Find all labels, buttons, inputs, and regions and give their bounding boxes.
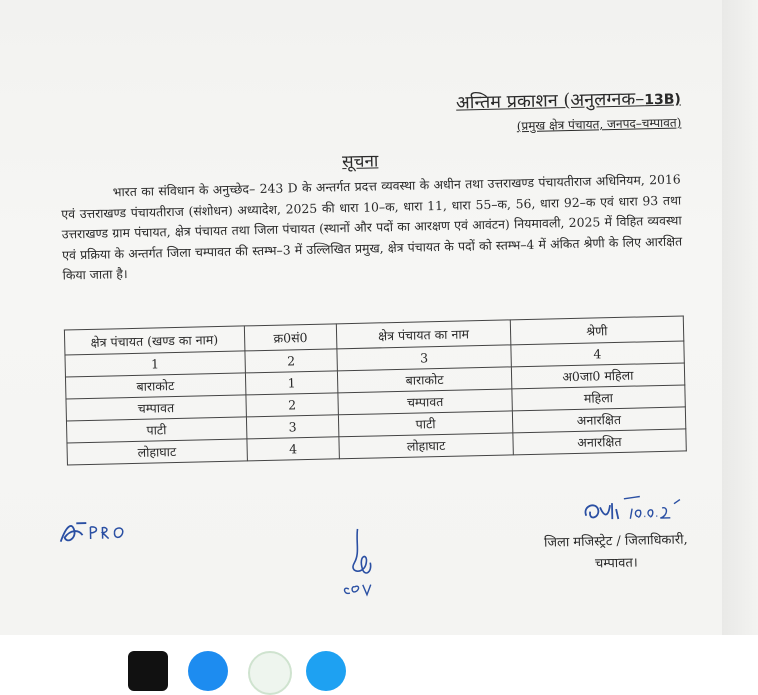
table-cell: अनारक्षित — [513, 429, 687, 455]
reservation-table — [64, 315, 687, 465]
table-cell: पाटी — [339, 411, 513, 437]
final-publication-title: अन्तिम प्रकाशन (अनुलग्नक–13B) — [455, 88, 682, 114]
table-cell: चम्पावत — [66, 395, 246, 421]
table-cell: अ0जा0 महिला — [511, 363, 685, 389]
signatory-block — [521, 529, 712, 577]
signatory-designation: जिला मजिस्ट्रेट / जिलाधिकारी, — [543, 532, 688, 551]
table-cell: 3 — [246, 415, 339, 439]
header-panchayat-name: क्षेत्र पंचायत का नाम — [337, 320, 511, 349]
table-cell: 4 — [246, 437, 339, 461]
table-cell: 2 — [244, 349, 337, 373]
pro-initials-signature — [56, 516, 129, 548]
table-cell: लोहाघाट — [67, 439, 247, 465]
table-cell: बाराकोट — [65, 373, 245, 399]
telegram-share-icon[interactable] — [306, 651, 346, 691]
table-cell: 1 — [65, 351, 245, 377]
paper-shadow-edge — [722, 0, 758, 635]
share-bar — [0, 635, 758, 657]
publication-subtitle: (प्रमुख क्षेत्र पंचायत, जनपद–चम्पावत) — [516, 115, 682, 134]
table-cell: बाराकोट — [338, 367, 512, 393]
table-cell: 3 — [337, 345, 511, 371]
signatory-place: चम्पावत। — [594, 555, 638, 572]
notice-body: भारत का संविधान के अनुच्छेद– 243 D के अन्तर्गत प्रदत्त व्यवस्था के अधीन तथा उत्तराखण्ड पंचायतीराज अधिनियम, 2016 एवं उत्तराखण्ड पंचायतीराज (संशोधन) अध्यादेश, 2025 की धारा 10–क, धारा 11, धारा 55–क, 56, धारा 92–क एवं धारा 93 तथा उत्तराखण्ड ग्राम पंचायत, क्षेत्र पंचायत तथा जिला पंचायत (स्थानों और पदों का आरक्षण एवं आवंटन) नियमावली, 2025 में विहित व्यवस्था एवं प्रक्रिया के अन्तर्गत जिला चम्पावत की स्तम्भ–3 में उल्लिखित प्रमुख, क्षेत्र पंचायत के पदों को स्तम्भ–4 में अंकित श्रेणी के लिए आरक्षित किया जाता है। — [61, 171, 683, 283]
x-share-icon[interactable] — [128, 651, 168, 691]
facebook-share-icon[interactable] — [188, 651, 228, 691]
notice-sheet — [40, 55, 712, 590]
table-cell: 1 — [245, 371, 338, 395]
header-serial: क्र0सं0 — [244, 324, 337, 351]
header-category: श्रेणी — [510, 316, 684, 345]
header-block-name: क्षेत्र पंचायत (खण्ड का नाम) — [64, 326, 244, 355]
table-cell: अनारक्षित — [512, 407, 686, 433]
table-cell: महिला — [512, 385, 686, 411]
table-cell: 2 — [245, 393, 338, 417]
whatsapp-share-icon[interactable] — [248, 651, 292, 695]
table-cell: चम्पावत — [338, 389, 512, 415]
notice-heading: सूचना — [341, 151, 379, 173]
district-magistrate-signature — [580, 493, 691, 529]
table-cell: लोहाघाट — [339, 433, 513, 459]
cdo-initials-signature — [335, 522, 397, 603]
table-cell: पाटी — [66, 417, 246, 443]
table-cell: 4 — [511, 341, 685, 367]
